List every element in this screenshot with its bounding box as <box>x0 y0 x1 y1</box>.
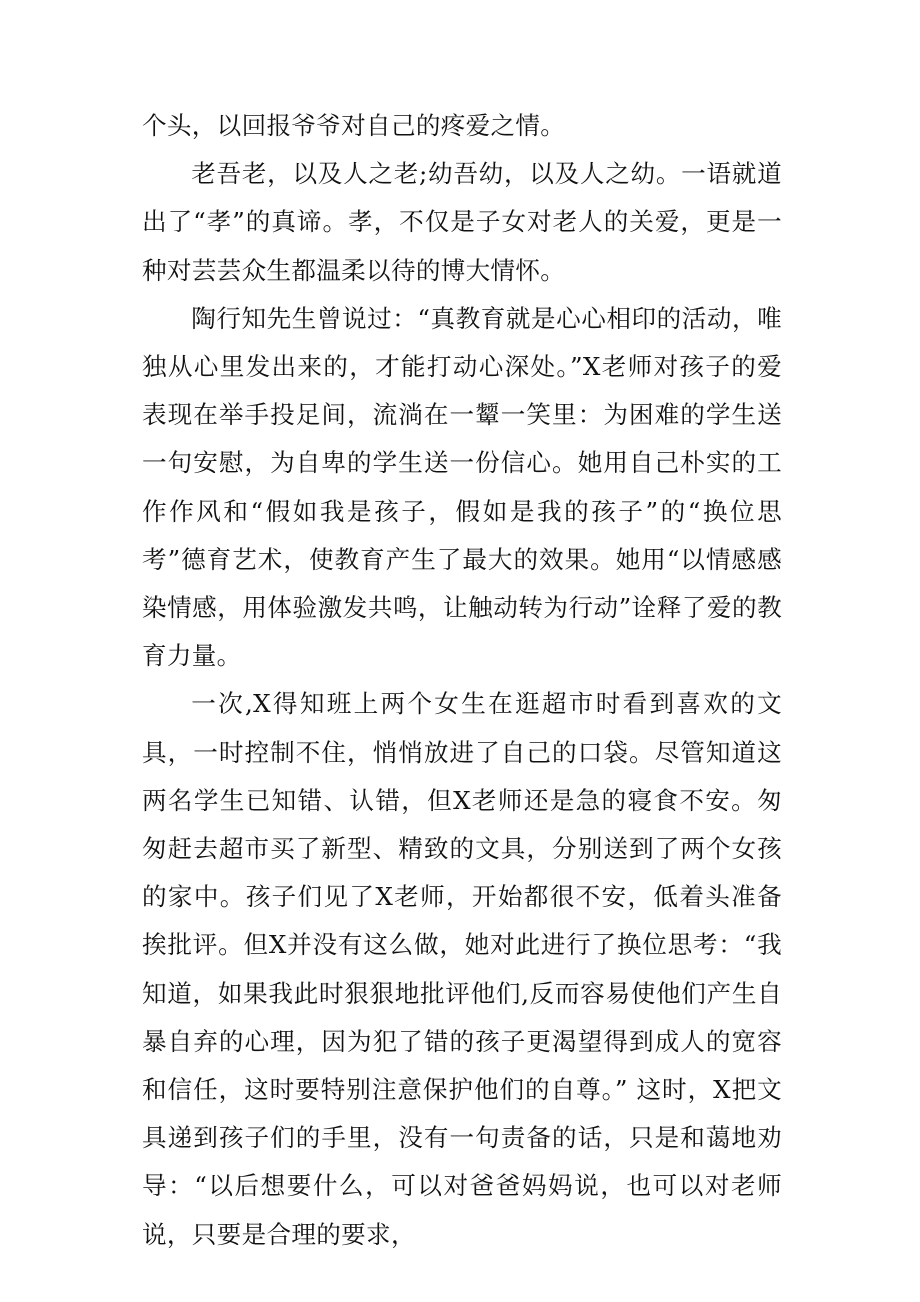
paragraph-4: 一次,X得知班上两个女生在逛超市时看到喜欢的文具，一时控制不住，悄悄放进了自己的口袋。尽管知道这两名学生已知错、认错，但X老师还是急的寝食不安。匆匆赶去超市买了新型、精致的文具，分别送到了两个女孩的家中。孩子们见了X老师，开始都很不安，低着头准备挨批评。但X并没有这么做，她对此进行了换位思考：“我知道，如果我此时狠狠地批评他们,反而容易使他们产生自暴自弃的心理，因为犯了错的孩子更渴望得到成人的宽容和信任，这时要特别注意保护他们的自尊。” 这时，X把文具递到孩子们的手里，没有一句责备的话，只是和蔼地劝导：“以后想要什么，可以对爸爸妈妈说，也可以对老师说，只要是合理的要求， <box>142 689 782 1249</box>
paragraph-1: 个头，以回报爷爷对自己的疼爱之情。 <box>142 111 566 140</box>
body-text <box>142 102 782 1259</box>
paragraph-3: 陶行知先生曾说过：“真教育就是心心相印的活动，唯独从心里发出来的，才能打动心深处。”X老师对孩子的爱表现在举手投足间，流淌在一颦一笑里：为困难的学生送一句安慰，为自卑的学生送一份信心。她用自己朴实的工作作风和“假如我是孩子，假如是我的孩子”的“换位思考”德育艺术，使教育产生了最大的效果。她用“以情感感染情感，用体验激发共鸣，让触动转为行动”诠释了爱的教育力量。 <box>142 303 782 671</box>
paragraph-2: 老吾老，以及人之老;幼吾幼，以及人之幼。一语就道出了“孝”的真谛。孝，不仅是子女对老人的关爱，更是一种对芸芸众生都温柔以待的博大情怀。 <box>142 159 782 285</box>
